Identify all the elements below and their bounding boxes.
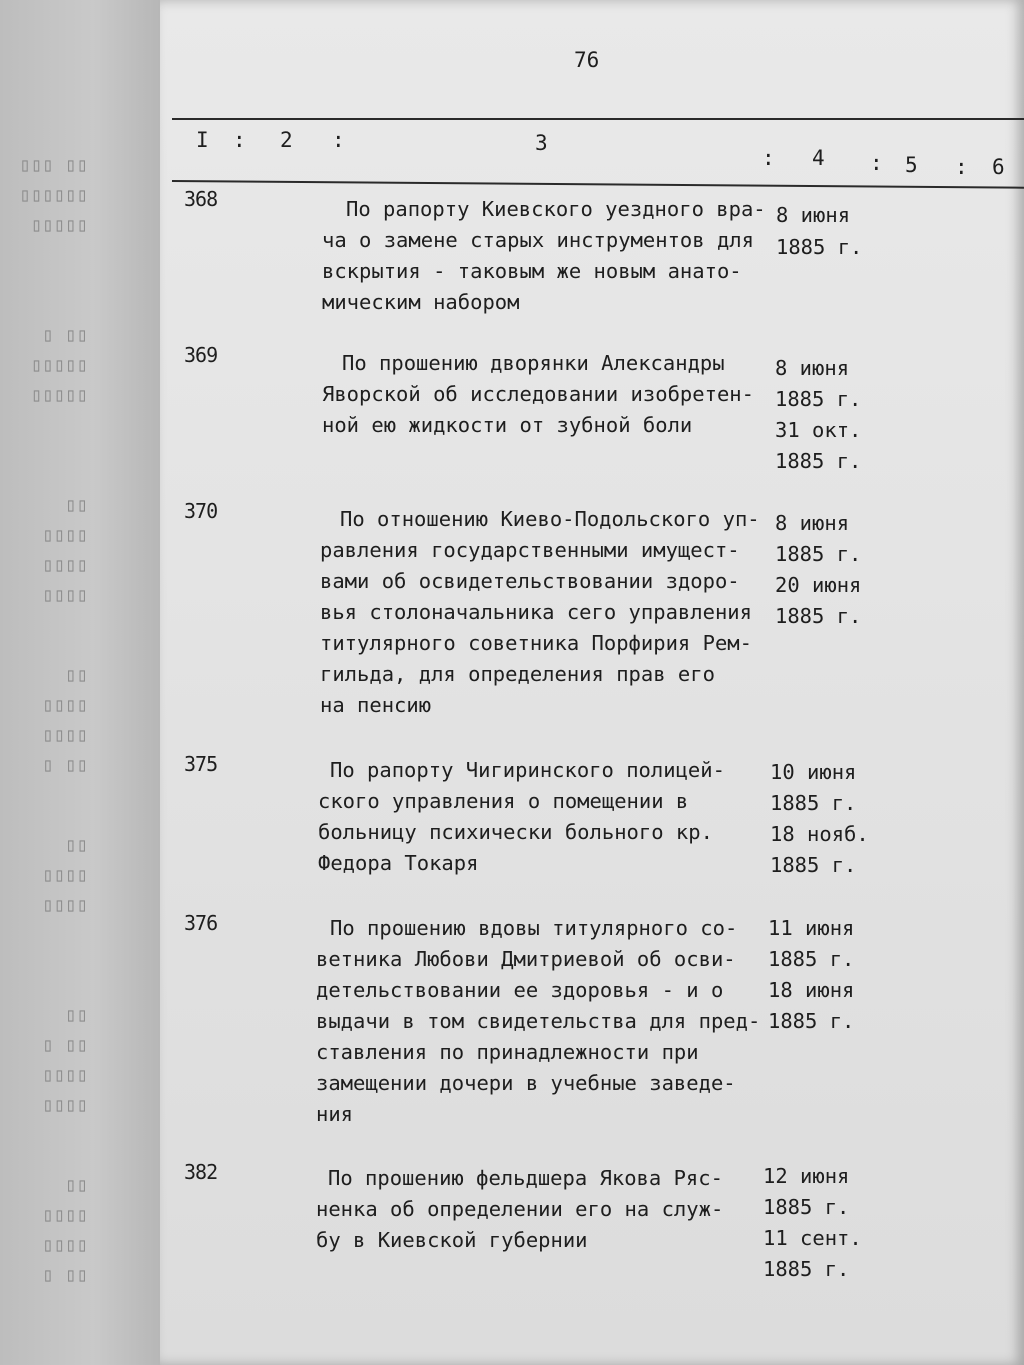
column-header-1: I bbox=[196, 128, 209, 152]
entry-number: 370 bbox=[184, 499, 218, 523]
column-header-4: 4 bbox=[812, 146, 825, 170]
entry-number: 368 bbox=[184, 187, 218, 211]
bleed-through-text: ▯▯ ▯▯▯ ▯▯▯▯▯▯ ▯▯▯▯▯ bbox=[19, 154, 88, 236]
entry-dates: 11 июня 1885 г. 18 июня 1885 г. bbox=[768, 916, 855, 1033]
column-header-6: 6 bbox=[992, 155, 1005, 179]
entry-description: По прошению фельдшера Якова Ряс- ненка об определении его на служ- бу в Киевской губернии bbox=[316, 1166, 724, 1252]
header-rule-top bbox=[172, 118, 1024, 120]
column-header-3: 3 bbox=[535, 131, 548, 155]
entry-number: 375 bbox=[184, 752, 218, 776]
bleed-through-text: ▯▯ ▯ ▯▯▯▯▯ ▯▯▯▯▯ bbox=[30, 324, 88, 406]
entry-description: По прошению дворянки Александры Яворской об исследовании изобретен- ной ею жидкости от зубной боли bbox=[322, 351, 754, 437]
column-separator: : bbox=[332, 128, 345, 152]
entry-description: По прошению вдовы титулярного со- ветника Любови Дмитриевой об осви- детельствовании ее здоровья - и о выдачи в том свидетельства для пред- ставления по принадлежности при замещении дочери в учебные заведе- ния bbox=[316, 916, 761, 1126]
bleed-through-text: ▯▯ ▯▯▯▯ ▯▯▯▯ ▯▯▯▯ bbox=[42, 494, 88, 606]
bleed-through-text: ▯▯ ▯▯▯▯ ▯▯▯▯ ▯▯ ▯ bbox=[42, 664, 88, 776]
column-separator: : bbox=[762, 146, 775, 170]
entry-number: 369 bbox=[184, 343, 218, 367]
adjacent-page-edge bbox=[0, 0, 170, 1365]
entry-dates: 12 июня 1885 г. 11 сент. 1885 г. bbox=[763, 1164, 862, 1281]
entry-dates: 8 июня 1885 г. bbox=[776, 203, 863, 259]
entry-dates: 8 июня 1885 г. 20 июня 1885 г. bbox=[775, 511, 862, 628]
bleed-through-text: ▯▯ ▯▯▯▯ ▯▯▯▯ ▯▯ ▯ bbox=[42, 1174, 88, 1286]
column-header-5: 5 bbox=[905, 153, 918, 177]
entry-number: 382 bbox=[184, 1160, 218, 1184]
page-number: 76 bbox=[574, 48, 600, 72]
column-separator: : bbox=[955, 155, 968, 179]
entry-description: По отношению Киево-Подольского уп- равления государственными имущест- вами об освидетельствовании здоро- вья столоначальника сего управления титулярного советника Порфирия Рем- гильда, для определения прав его на пенсию bbox=[320, 507, 760, 717]
entry-dates: 10 июня 1885 г. 18 нояб. 1885 г. bbox=[770, 760, 869, 877]
entry-description: По рапорту Киевского уездного вра- ча о замене старых инструментов для вскрытия - таковым же новым анато- мическим набором bbox=[322, 197, 766, 314]
bleed-through-text: ▯▯ ▯▯▯▯ ▯▯▯▯ bbox=[42, 834, 88, 916]
entry-description: По рапорту Чигиринского полицей- ского управления о помещении в больницу психически больного кр. Федора Токаря bbox=[318, 758, 725, 875]
entry-dates: 8 июня 1885 г. 31 окт. 1885 г. bbox=[775, 356, 862, 473]
entry-number: 376 bbox=[184, 911, 218, 935]
column-separator: : bbox=[233, 128, 246, 152]
bleed-through-text: ▯▯ ▯▯ ▯ ▯▯▯▯ ▯▯▯▯ bbox=[42, 1004, 88, 1116]
column-separator: : bbox=[870, 151, 883, 175]
column-header-2: 2 bbox=[280, 128, 293, 152]
